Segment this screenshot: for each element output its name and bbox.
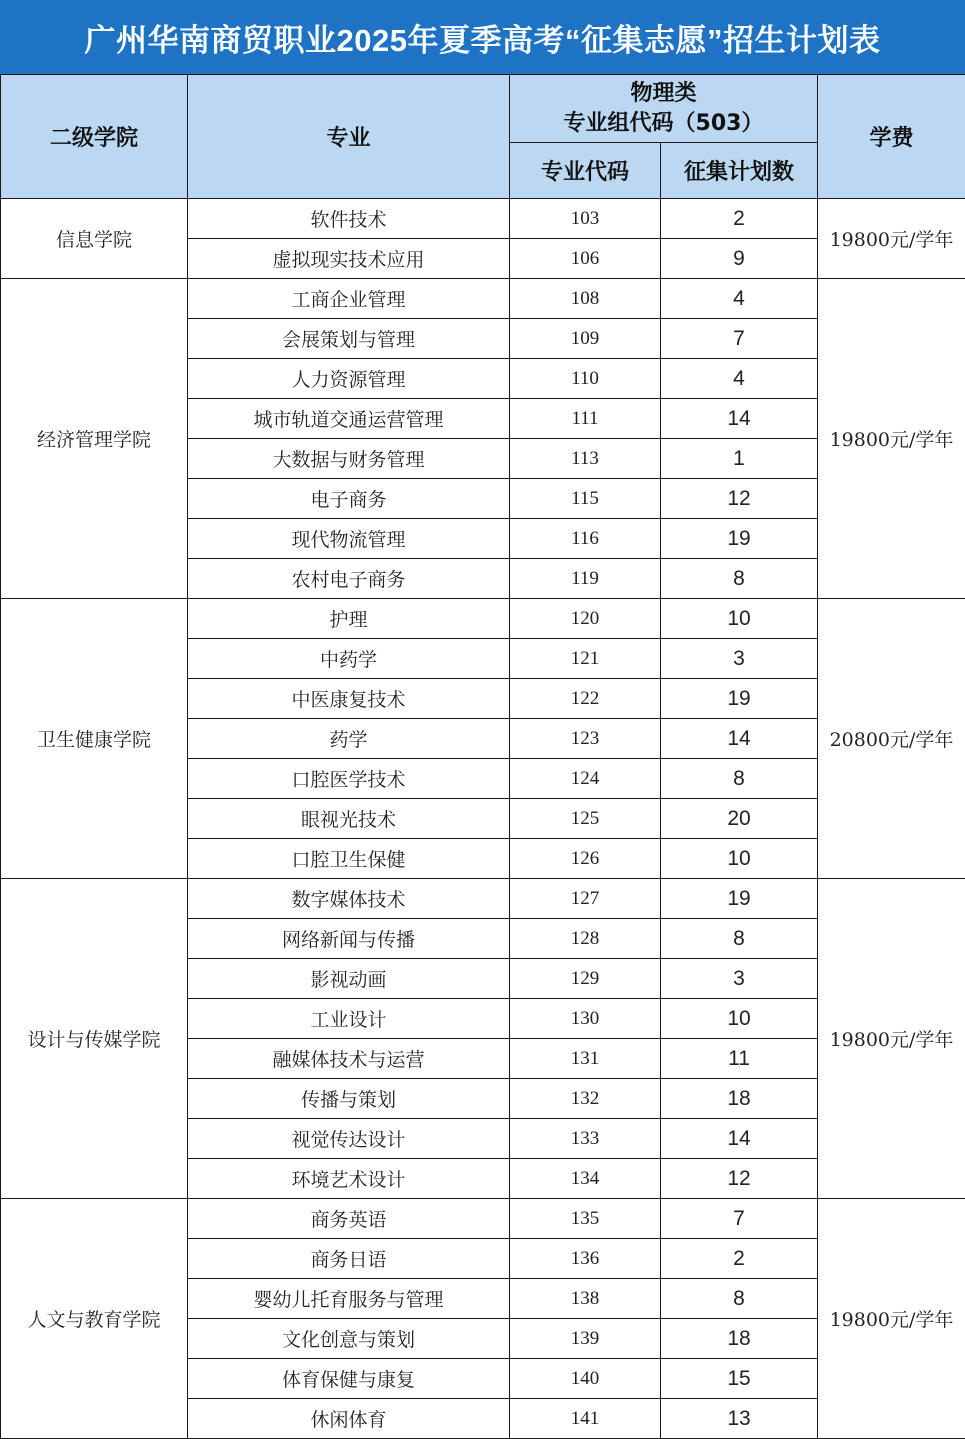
tuition-cell: 20800元/学年 [818, 599, 965, 879]
plan-count-cell: 4 [661, 279, 818, 319]
major-code-cell: 124 [510, 759, 661, 799]
table-body [1, 199, 965, 1439]
major-cell: 护理 [188, 599, 510, 639]
major-code-cell: 135 [510, 1199, 661, 1239]
plan-count-cell: 8 [661, 559, 818, 599]
plan-count-cell: 1 [661, 439, 818, 479]
tuition-cell: 19800元/学年 [818, 279, 965, 599]
header-major: 专业 [188, 75, 510, 199]
plan-count-cell: 14 [661, 399, 818, 439]
plan-count-cell: 3 [661, 639, 818, 679]
major-code-cell: 123 [510, 719, 661, 759]
plan-count-cell: 19 [661, 679, 818, 719]
major-code-cell: 110 [510, 359, 661, 399]
major-code-cell: 126 [510, 839, 661, 879]
major-cell: 婴幼儿托育服务与管理 [188, 1279, 510, 1319]
header-plan-count: 征集计划数 [661, 143, 818, 199]
plan-count-cell: 7 [661, 319, 818, 359]
major-code-cell: 129 [510, 959, 661, 999]
major-cell: 眼视光技术 [188, 799, 510, 839]
major-code-cell: 127 [510, 879, 661, 919]
major-code-cell: 113 [510, 439, 661, 479]
major-code-cell: 119 [510, 559, 661, 599]
header-group-code: 专业组代码（503） [563, 110, 764, 136]
college-cell: 信息学院 [1, 199, 188, 279]
major-cell: 中医康复技术 [188, 679, 510, 719]
major-code-cell: 103 [510, 199, 661, 239]
major-code-cell: 116 [510, 519, 661, 559]
page-title: 广州华南商贸职业2025年夏季高考“征集志愿”招生计划表 [0, 0, 965, 74]
major-cell: 药学 [188, 719, 510, 759]
major-cell: 大数据与财务管理 [188, 439, 510, 479]
major-code-cell: 136 [510, 1239, 661, 1279]
major-cell: 环境艺术设计 [188, 1159, 510, 1199]
major-cell: 城市轨道交通运营管理 [188, 399, 510, 439]
plan-count-cell: 12 [661, 1159, 818, 1199]
table-header [1, 75, 965, 199]
plan-count-cell: 15 [661, 1359, 818, 1399]
plan-count-cell: 14 [661, 719, 818, 759]
enrollment-plan-table [0, 74, 965, 1439]
major-cell: 农村电子商务 [188, 559, 510, 599]
plan-count-cell: 19 [661, 519, 818, 559]
plan-count-cell: 7 [661, 1199, 818, 1239]
major-cell: 工业设计 [188, 999, 510, 1039]
plan-count-cell: 18 [661, 1079, 818, 1119]
tuition-cell: 19800元/学年 [818, 879, 965, 1199]
major-cell: 人力资源管理 [188, 359, 510, 399]
major-cell: 现代物流管理 [188, 519, 510, 559]
major-cell: 视觉传达设计 [188, 1119, 510, 1159]
header-category-label: 物理类 [630, 80, 697, 106]
major-code-cell: 138 [510, 1279, 661, 1319]
plan-count-cell: 13 [661, 1399, 818, 1439]
major-code-cell: 128 [510, 919, 661, 959]
header-college: 二级学院 [1, 75, 188, 199]
tuition-cell: 19800元/学年 [818, 1199, 965, 1439]
header-category [510, 75, 818, 143]
major-code-cell: 111 [510, 399, 661, 439]
major-code-cell: 133 [510, 1119, 661, 1159]
major-code-cell: 141 [510, 1399, 661, 1439]
major-cell: 数字媒体技术 [188, 879, 510, 919]
major-code-cell: 121 [510, 639, 661, 679]
plan-count-cell: 12 [661, 479, 818, 519]
major-cell: 虚拟现实技术应用 [188, 239, 510, 279]
major-cell: 休闲体育 [188, 1399, 510, 1439]
plan-count-cell: 9 [661, 239, 818, 279]
major-cell: 商务日语 [188, 1239, 510, 1279]
college-cell: 设计与传媒学院 [1, 879, 188, 1199]
major-code-cell: 130 [510, 999, 661, 1039]
tuition-cell: 19800元/学年 [818, 199, 965, 279]
plan-count-cell: 20 [661, 799, 818, 839]
major-code-cell: 108 [510, 279, 661, 319]
plan-count-cell: 8 [661, 1279, 818, 1319]
plan-count-cell: 19 [661, 879, 818, 919]
major-cell: 软件技术 [188, 199, 510, 239]
major-cell: 影视动画 [188, 959, 510, 999]
plan-count-cell: 11 [661, 1039, 818, 1079]
college-cell: 卫生健康学院 [1, 599, 188, 879]
major-cell: 口腔医学技术 [188, 759, 510, 799]
plan-count-cell: 8 [661, 759, 818, 799]
major-cell: 商务英语 [188, 1199, 510, 1239]
major-code-cell: 122 [510, 679, 661, 719]
plan-count-cell: 3 [661, 959, 818, 999]
major-cell: 体育保健与康复 [188, 1359, 510, 1399]
table-row [1, 199, 965, 239]
major-code-cell: 139 [510, 1319, 661, 1359]
plan-count-cell: 10 [661, 839, 818, 879]
major-code-cell: 120 [510, 599, 661, 639]
major-code-cell: 106 [510, 239, 661, 279]
college-cell: 人文与教育学院 [1, 1199, 188, 1439]
plan-count-cell: 10 [661, 999, 818, 1039]
major-code-cell: 115 [510, 479, 661, 519]
header-tuition: 学费 [818, 75, 965, 199]
plan-count-cell: 8 [661, 919, 818, 959]
major-cell: 会展策划与管理 [188, 319, 510, 359]
plan-count-cell: 18 [661, 1319, 818, 1359]
major-code-cell: 125 [510, 799, 661, 839]
major-cell: 工商企业管理 [188, 279, 510, 319]
major-code-cell: 131 [510, 1039, 661, 1079]
major-code-cell: 140 [510, 1359, 661, 1399]
major-cell: 文化创意与策划 [188, 1319, 510, 1359]
table-row [1, 879, 965, 919]
major-cell: 电子商务 [188, 479, 510, 519]
major-cell: 网络新闻与传播 [188, 919, 510, 959]
header-major-code: 专业代码 [510, 143, 661, 199]
major-cell: 口腔卫生保健 [188, 839, 510, 879]
plan-count-cell: 4 [661, 359, 818, 399]
plan-count-cell: 2 [661, 1239, 818, 1279]
table-row [1, 279, 965, 319]
major-cell: 传播与策划 [188, 1079, 510, 1119]
plan-count-cell: 14 [661, 1119, 818, 1159]
major-code-cell: 134 [510, 1159, 661, 1199]
major-cell: 中药学 [188, 639, 510, 679]
plan-count-cell: 2 [661, 199, 818, 239]
table-row [1, 1199, 965, 1239]
major-code-cell: 109 [510, 319, 661, 359]
major-cell: 融媒体技术与运营 [188, 1039, 510, 1079]
college-cell: 经济管理学院 [1, 279, 188, 599]
table-row [1, 599, 965, 639]
plan-count-cell: 10 [661, 599, 818, 639]
major-code-cell: 132 [510, 1079, 661, 1119]
